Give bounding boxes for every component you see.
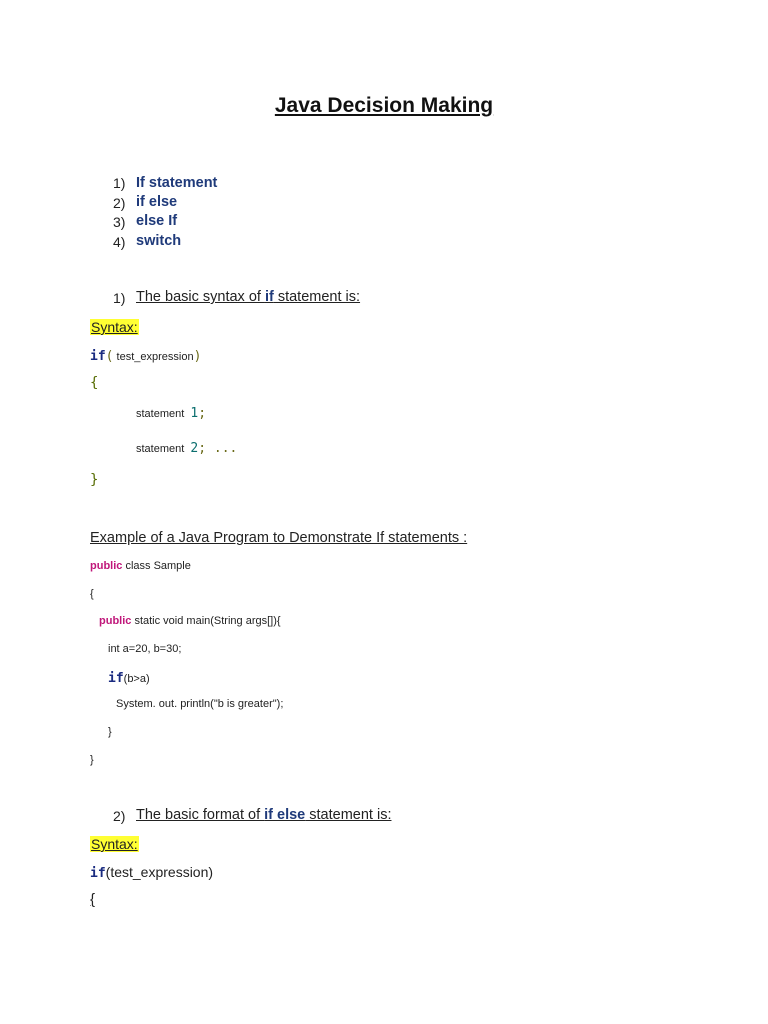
code-line: System. out. println("b is greater"); [116,698,284,710]
heading-keyword: if else [264,807,306,823]
code-line [99,615,281,627]
code-paren: ( [105,349,114,364]
section-number: 2) [113,808,126,824]
heading-text: The basic format of [136,807,265,823]
heading-text: The basic syntax of [136,289,265,305]
code-line [108,669,150,687]
code-statement-1 [136,404,206,422]
code-text: static void main(String args[]){ [131,615,281,627]
code-if-line [90,347,201,365]
code-condition: (test_expression) [105,864,214,880]
code-keyword-public: public [99,615,132,627]
code-line: { [90,588,94,600]
list-number: 3) [113,214,126,230]
code-semicolon: ; ... [198,441,238,456]
list-number: 4) [113,234,126,250]
code-keyword-if: if [108,671,124,686]
code-open-brace: { [90,375,99,391]
list-item-if-statement: If statement [136,175,218,191]
section-number: 1) [113,290,126,306]
heading-text: statement is: [305,807,392,823]
page-title: Java Decision Making [274,94,494,117]
list-number: 2) [113,195,126,211]
code-statement-2 [136,439,237,457]
heading-text: statement is: [273,289,361,305]
syntax-label: Syntax: [91,319,138,335]
list-item-if-else: if else [136,194,178,210]
code-text: class Sample [122,560,191,572]
code-condition: test_expression [113,351,194,363]
code-paren: ) [193,349,202,364]
section-heading-if [136,289,360,305]
list-item-switch: switch [136,233,182,249]
list-item-else-if: else If [136,213,178,229]
code-line: } [108,726,112,738]
code-text: statement [136,408,191,420]
code-keyword-if: if [90,866,106,881]
code-if-line [90,864,213,882]
code-number: 2 [190,441,199,456]
code-line [90,560,191,572]
code-semicolon: ; [198,406,207,421]
code-text: (b>a) [123,673,150,685]
code-close-brace: } [90,472,99,488]
section-heading-if-else [136,807,391,823]
code-open-brace: { [90,891,96,908]
code-line: } [90,754,94,766]
heading-keyword: if [264,289,274,305]
code-text: statement [136,443,191,455]
code-keyword-public: public [90,560,123,572]
example-heading: Example of a Java Program to Demonstrate If statements : [90,530,468,546]
code-line: int a=20, b=30; [108,643,182,655]
list-number: 1) [113,175,126,191]
code-number: 1 [190,406,199,421]
code-keyword-if: if [90,349,106,364]
syntax-label: Syntax: [91,836,138,852]
